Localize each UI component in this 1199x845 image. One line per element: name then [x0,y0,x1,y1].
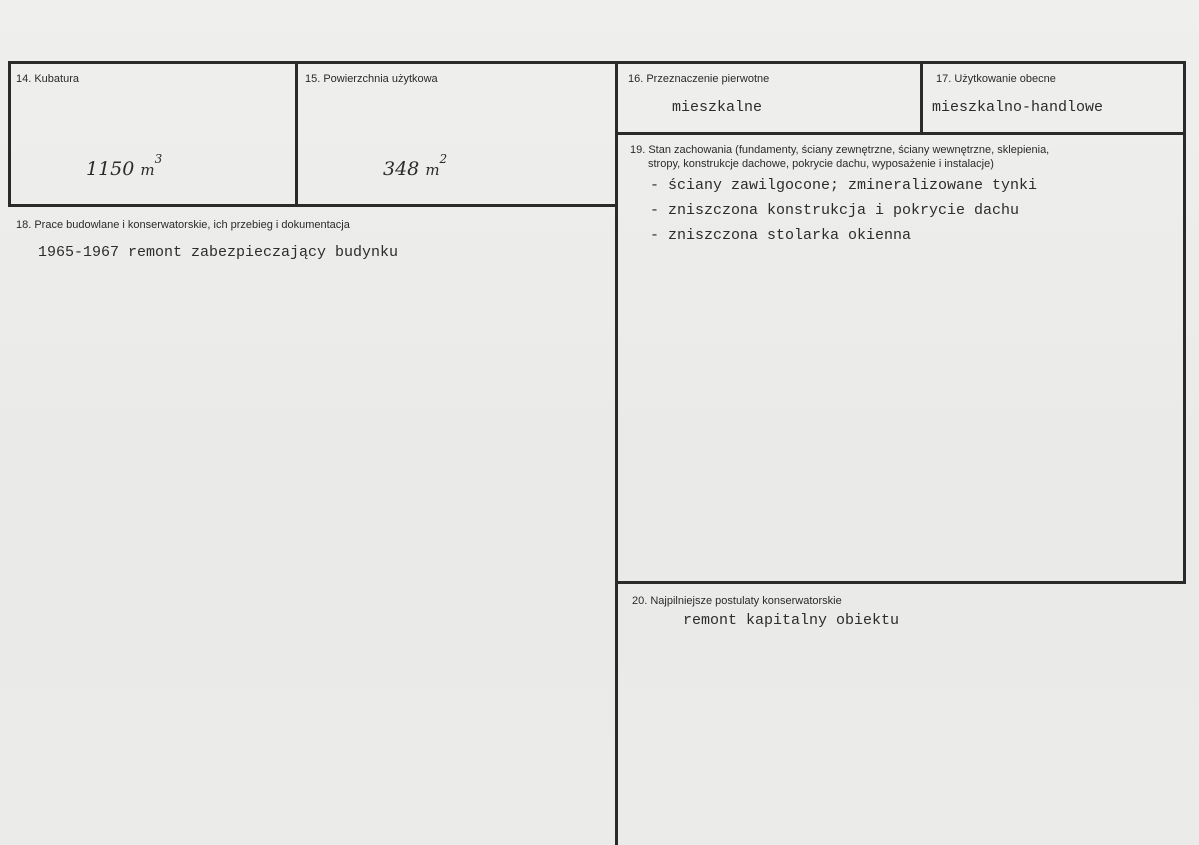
powierzchnia-exponent: 2 [439,152,448,166]
center-divider [615,61,618,845]
powierzchnia-number: 348 [383,158,420,180]
stan-item: - zniszczona stolarka okienna [650,227,912,244]
kubatura-label: 14. Kubatura [16,73,79,85]
divider-top-row-left [8,204,618,207]
right-border [1183,61,1186,584]
powierzchnia-value [383,152,448,180]
divider-16-17 [920,61,923,135]
stan-item: - zniszczona konstrukcja i pokrycie dachu [650,202,1020,219]
uzytkowanie-label: 17. Użytkowanie obecne [936,73,1056,85]
przeznaczenie-label: 16. Przeznaczenie pierwotne [628,73,770,85]
prace-label: 18. Prace budowlane i konserwatorskie, ich przebieg i dokumentacja [16,219,350,231]
prace-value: 1965-1967 remont zabezpieczający budynku [38,244,399,261]
kubatura-number: 1150 [86,158,135,180]
stan-label-line1: 19. Stan zachowania (fundamenty, ściany zewnętrzne, ściany wewnętrzne, sklepienia, [630,144,1050,156]
kubatura-value [86,152,163,180]
kubatura-exponent: 3 [154,152,163,166]
divider-14-15 [295,61,298,207]
kubatura-unit: m [140,161,155,179]
postulaty-label: 20. Najpilniejsze postulaty konserwatorskie [632,595,842,607]
left-border [8,61,11,207]
postulaty-value: remont kapitalny obiektu [683,612,900,629]
przeznaczenie-value: mieszkalne [672,99,763,116]
divider-19-20 [615,581,1186,584]
stan-item: - ściany zawilgocone; zmineralizowane tynki [650,177,1038,194]
stan-label-line2: stropy, konstrukcje dachowe, pokrycie dachu, wyposażenie i instalacje) [648,158,994,170]
divider-17-19 [615,132,1186,135]
powierzchnia-unit: m [425,161,440,179]
powierzchnia-label: 15. Powierzchnia użytkowa [305,73,438,85]
uzytkowanie-value: mieszkalno-handlowe [932,99,1104,116]
top-border [8,61,1186,64]
